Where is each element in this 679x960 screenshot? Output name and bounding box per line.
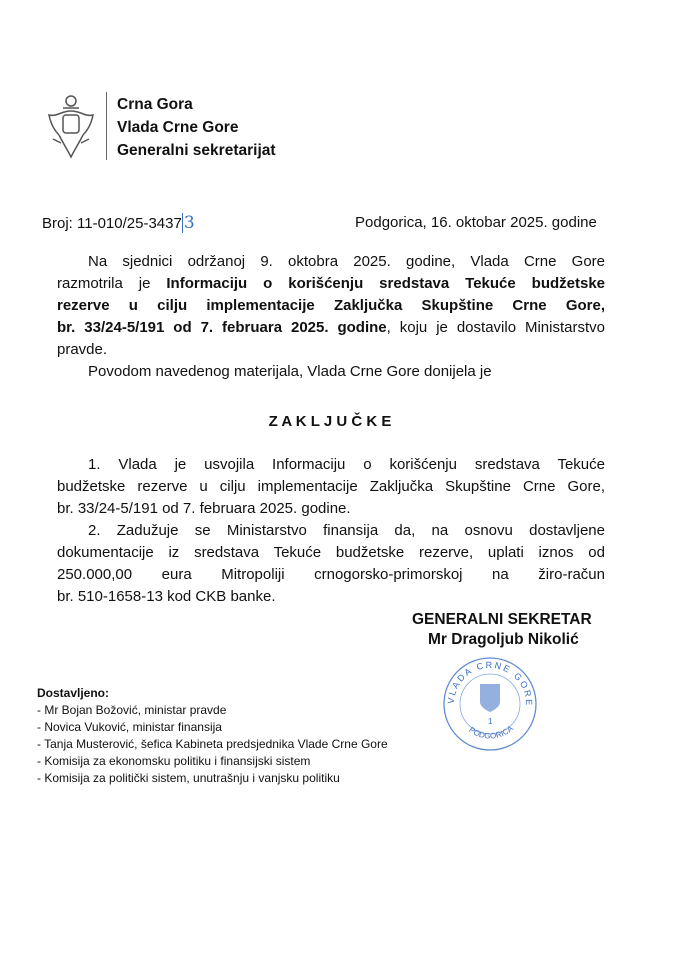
intro-line bbox=[57, 275, 605, 293]
text: razmotrila je bbox=[57, 275, 167, 292]
conclusion-line: dokumentacije iz sredstava Tekuće budžetske rezerve, uplati iznos od bbox=[57, 544, 605, 561]
place-date: Podgorica, 16. oktobar 2025. godine bbox=[355, 214, 597, 231]
conclusion-line: 2. Zadužuje se Ministarstvo finansija da, na osnovu dostavljene bbox=[88, 522, 605, 539]
header-government: Vlada Crne Gore bbox=[117, 119, 239, 136]
document-title: Informaciju o korišćenju sredstava Tekuće budžetske bbox=[166, 275, 606, 292]
header-country: Crna Gora bbox=[117, 96, 193, 113]
intro-line: Povodom navedenog materijala, Vlada Crne Gore donijela je bbox=[88, 363, 492, 380]
coat-of-arms-logo bbox=[45, 93, 97, 161]
stamp-number: 1 bbox=[488, 717, 493, 726]
reference-number-text: Broj: 11-010/25-3437 bbox=[42, 215, 182, 232]
header-secretariat: Generalni sekretarijat bbox=[117, 142, 276, 159]
header-divider bbox=[106, 92, 107, 160]
document-reference: br. 33/24-5/191 od 7. februara 2025. godine bbox=[57, 319, 387, 336]
text: , koju je dostavilo Ministarstvo bbox=[386, 319, 606, 336]
conclusion-line: br. 33/24-5/191 od 7. februara 2025. godine. bbox=[57, 500, 351, 517]
intro-line: rezerve u cilju implementacije Zaključka Skupštine Crne Gore, bbox=[57, 297, 605, 314]
stamp-top-text: VLADA CRNE GORE bbox=[445, 659, 535, 708]
conclusions-heading: Z A K L J U Č K E bbox=[268, 413, 392, 430]
conclusion-line: 1. Vlada je usvojila Informaciju o korišćenju sredstava Tekuće bbox=[88, 456, 605, 473]
distribution-item: - Tanja Musterović, šefica Kabineta predsjednika Vlade Crne Gore bbox=[37, 737, 388, 751]
distribution-title: Dostavljeno: bbox=[37, 686, 110, 700]
stamp-bottom-text: PODGORICA bbox=[467, 723, 515, 741]
signatory-name: Mr Dragoljub Nikolić bbox=[428, 631, 579, 648]
distribution-item: - Komisija za ekonomsku politiku i finansijski sistem bbox=[37, 754, 311, 768]
conclusion-line: budžetske rezerve u cilju implementacije Zaključka Skupštine Crne Gore, bbox=[57, 478, 605, 495]
conclusion-line: br. 510-1658-13 kod CKB banke. bbox=[57, 588, 276, 605]
reference-number bbox=[42, 214, 195, 233]
intro-line: pravde. bbox=[57, 341, 108, 358]
signatory-title: GENERALNI SEKRETAR bbox=[412, 611, 592, 628]
distribution-item: - Komisija za politički sistem, unutrašnju i vanjsku politiku bbox=[37, 771, 340, 785]
distribution-item: - Novica Vuković, ministar finansija bbox=[37, 720, 222, 734]
intro-line: Na sjednici održanoj 9. oktobra 2025. godine, Vlada Crne Gore bbox=[88, 253, 605, 270]
distribution-item: - Mr Bojan Božović, ministar pravde bbox=[37, 703, 227, 717]
official-stamp bbox=[440, 654, 540, 754]
handwritten-suffix: 3 bbox=[183, 213, 195, 233]
conclusion-line: 250.000,00 eura Mitropoliji crnogorsko-primorskoj na žiro-račun bbox=[57, 566, 605, 583]
intro-line bbox=[57, 319, 605, 337]
